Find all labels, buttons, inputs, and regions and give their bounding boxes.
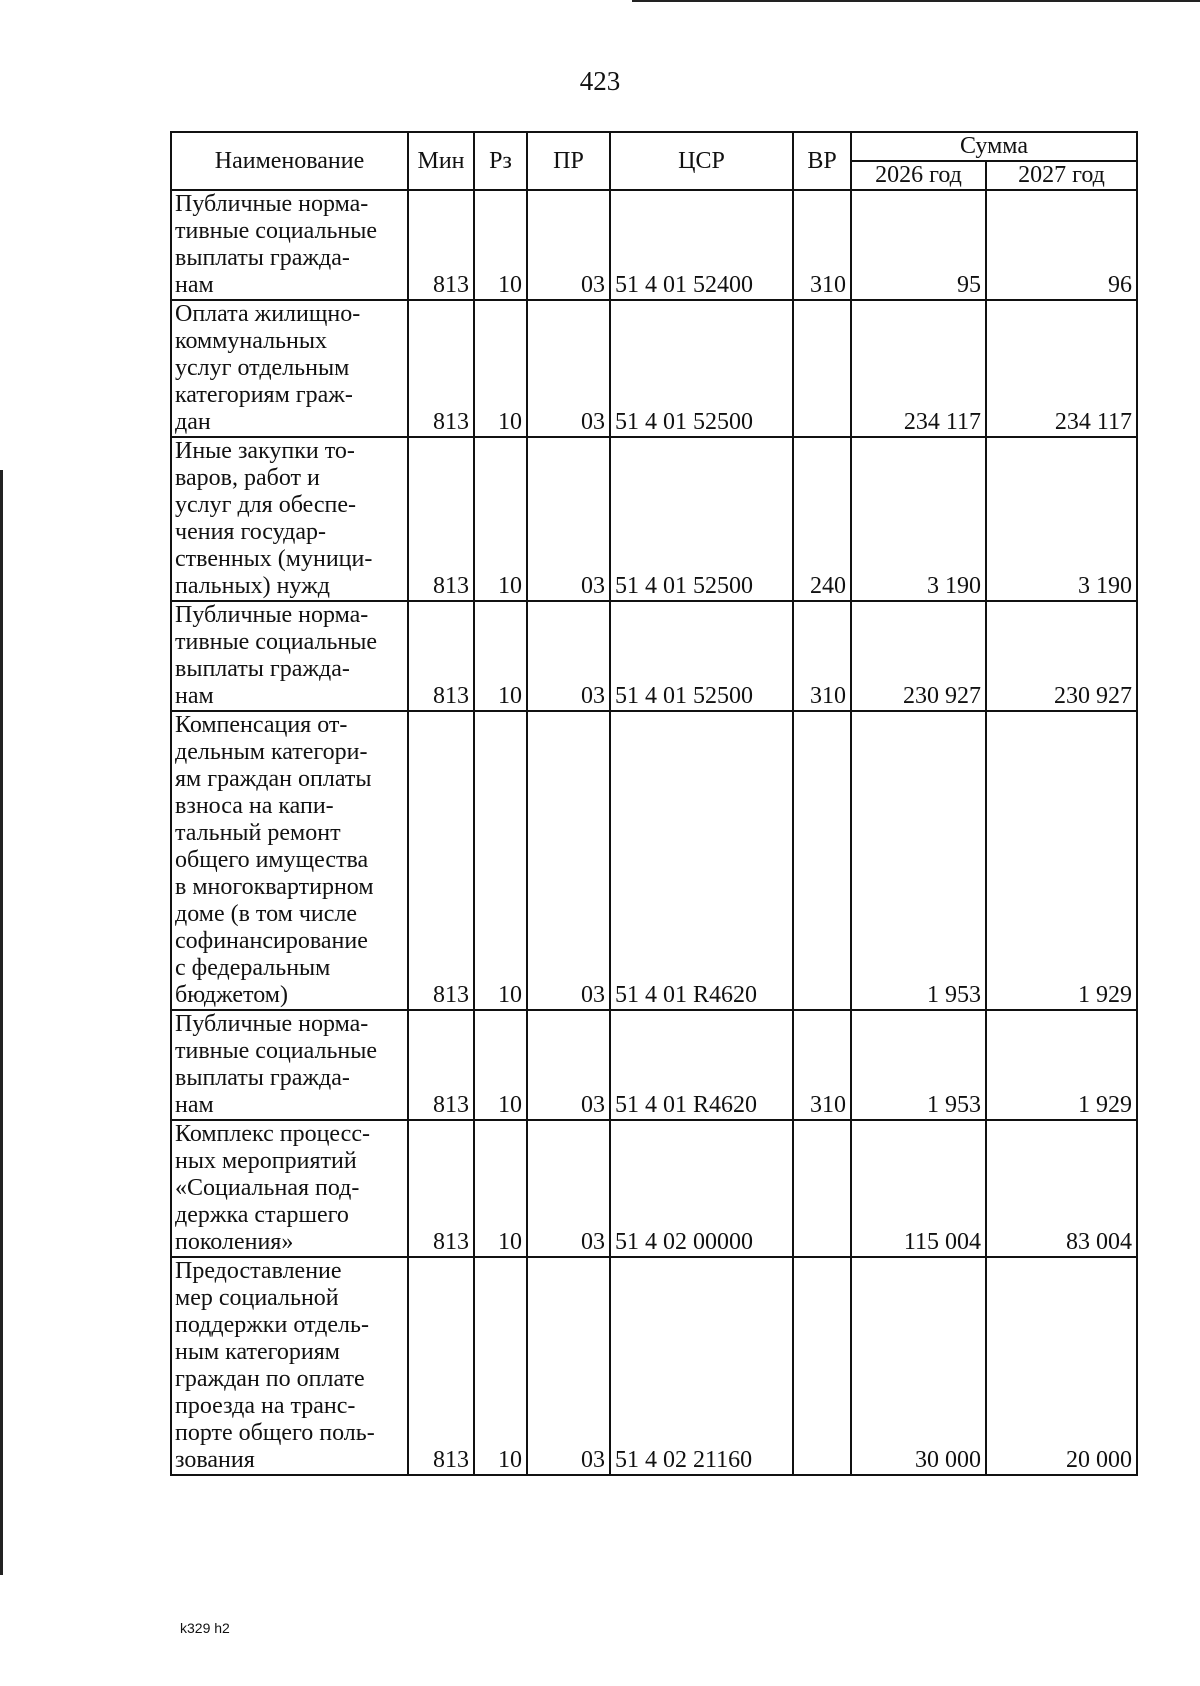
cell-rz: 10 (474, 437, 527, 601)
cell-pr: 03 (527, 601, 610, 711)
cell-min: 813 (408, 1010, 474, 1120)
cell-csr: 51 4 01 52500 (610, 601, 793, 711)
header-rz: Рз (474, 132, 527, 190)
cell-pr: 03 (527, 1010, 610, 1120)
cell-sum-2027: 96 (986, 190, 1137, 300)
cell-name: Компенсация от- дельным категори- ям граждан оплаты взноса на капи- тальный ремонт общего имущества в многоквартирном доме (в том числе софинансирование с федеральным бюджетом) (171, 711, 408, 1010)
cell-pr: 03 (527, 300, 610, 437)
header-sum: Сумма (851, 132, 1137, 161)
cell-sum-2027: 1 929 (986, 1010, 1137, 1120)
cell-vr: 240 (793, 437, 851, 601)
scan-edge-top (632, 0, 1200, 2)
cell-rz: 10 (474, 1257, 527, 1475)
cell-min: 813 (408, 1257, 474, 1475)
cell-rz: 10 (474, 190, 527, 300)
cell-rz: 10 (474, 1120, 527, 1257)
table-row (171, 1010, 1137, 1120)
cell-name: Комплекс процесс- ных мероприятий «Социальная под- держка старшего поколения» (171, 1120, 408, 1257)
cell-csr: 51 4 02 21160 (610, 1257, 793, 1475)
cell-sum-2026: 3 190 (851, 437, 986, 601)
header-pr: ПР (527, 132, 610, 190)
cell-pr: 03 (527, 1257, 610, 1475)
cell-sum-2027: 230 927 (986, 601, 1137, 711)
table-row (171, 300, 1137, 437)
cell-name: Оплата жилищно- коммунальных услуг отдельным категориям граж- дан (171, 300, 408, 437)
cell-sum-2026: 1 953 (851, 711, 986, 1010)
page-number: 423 (579, 66, 621, 96)
cell-vr: 310 (793, 190, 851, 300)
cell-csr: 51 4 01 R4620 (610, 711, 793, 1010)
cell-sum-2026: 1 953 (851, 1010, 986, 1120)
cell-min: 813 (408, 711, 474, 1010)
cell-sum-2027: 83 004 (986, 1120, 1137, 1257)
cell-sum-2026: 115 004 (851, 1120, 986, 1257)
header-year-2027: 2027 год (986, 161, 1137, 190)
cell-vr (793, 1120, 851, 1257)
cell-min: 813 (408, 437, 474, 601)
cell-sum-2027: 3 190 (986, 437, 1137, 601)
cell-min: 813 (408, 601, 474, 711)
table-body (171, 190, 1137, 1475)
cell-rz: 10 (474, 300, 527, 437)
cell-name: Публичные норма- тивные социальные выплаты гражда- нам (171, 1010, 408, 1120)
cell-rz: 10 (474, 1010, 527, 1120)
table-row (171, 190, 1137, 300)
header-year-2026: 2026 год (851, 161, 986, 190)
cell-name: Публичные норма- тивные социальные выплаты гражда- нам (171, 601, 408, 711)
header-min: Мин (408, 132, 474, 190)
cell-pr: 03 (527, 711, 610, 1010)
cell-pr: 03 (527, 437, 610, 601)
table-row (171, 1120, 1137, 1257)
cell-rz: 10 (474, 601, 527, 711)
footer-code: k329 h2 (180, 1620, 230, 1636)
cell-csr: 51 4 01 52500 (610, 300, 793, 437)
cell-min: 813 (408, 1120, 474, 1257)
cell-name: Публичные норма- тивные социальные выплаты гражда- нам (171, 190, 408, 300)
cell-pr: 03 (527, 190, 610, 300)
cell-min: 813 (408, 190, 474, 300)
header-name: Наименование (171, 132, 408, 190)
cell-sum-2026: 30 000 (851, 1257, 986, 1475)
cell-csr: 51 4 01 52400 (610, 190, 793, 300)
cell-name: Иные закупки то- варов, работ и услуг для обеспе- чения государ- ственных (муници- пальных) нужд (171, 437, 408, 601)
cell-sum-2026: 95 (851, 190, 986, 300)
cell-name: Предоставление мер социальной поддержки отдель- ным категориям граждан по оплате проезда на транс- порте общего поль- зования (171, 1257, 408, 1475)
scan-edge-left (0, 470, 3, 1575)
budget-table (170, 131, 1138, 1476)
cell-csr: 51 4 02 00000 (610, 1120, 793, 1257)
table-row (171, 601, 1137, 711)
cell-vr (793, 711, 851, 1010)
header-csr: ЦСР (610, 132, 793, 190)
cell-sum-2026: 234 117 (851, 300, 986, 437)
cell-sum-2027: 234 117 (986, 300, 1137, 437)
cell-csr: 51 4 01 R4620 (610, 1010, 793, 1120)
cell-pr: 03 (527, 1120, 610, 1257)
cell-sum-2026: 230 927 (851, 601, 986, 711)
cell-vr (793, 300, 851, 437)
cell-sum-2027: 1 929 (986, 711, 1137, 1010)
cell-sum-2027: 20 000 (986, 1257, 1137, 1475)
cell-rz: 10 (474, 711, 527, 1010)
table-row (171, 1257, 1137, 1475)
table-row (171, 711, 1137, 1010)
cell-vr: 310 (793, 1010, 851, 1120)
cell-vr (793, 1257, 851, 1475)
table-row (171, 437, 1137, 601)
cell-min: 813 (408, 300, 474, 437)
header-vr: ВР (793, 132, 851, 190)
cell-csr: 51 4 01 52500 (610, 437, 793, 601)
cell-vr: 310 (793, 601, 851, 711)
